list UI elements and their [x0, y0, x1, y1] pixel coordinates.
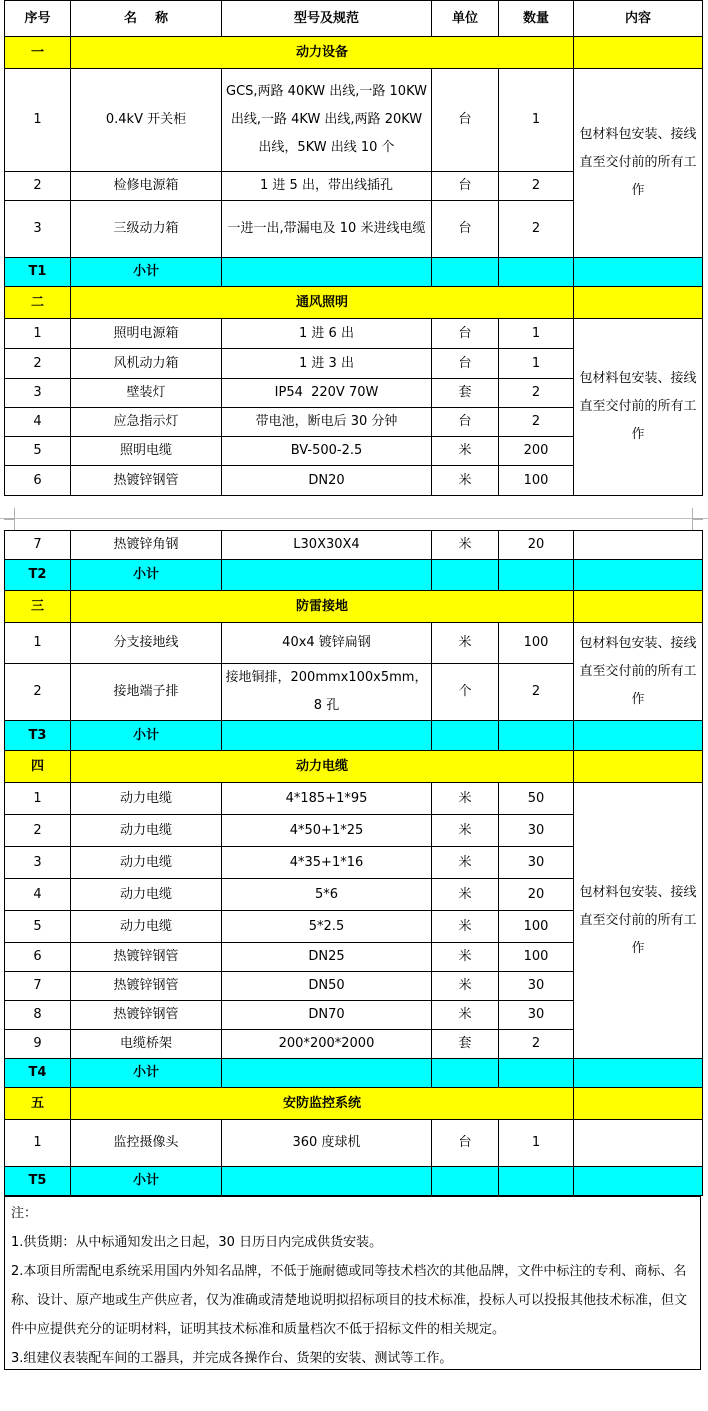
row-qty: 1 [499, 349, 574, 379]
row-spec: 1 进 6 出 [222, 319, 432, 349]
row-name: 应急指示灯 [71, 408, 222, 437]
row-qty: 30 [499, 1001, 574, 1030]
row-content: 包材料包安装、接线直至交付前的所有工作 [574, 623, 703, 721]
row-name: 热镀锌钢管 [71, 943, 222, 972]
row-seq: 1 [5, 623, 71, 664]
row-unit: 米 [432, 847, 499, 879]
section-number: 三 [5, 591, 71, 623]
row-spec: 一进一出,带漏电及 10 米进线电缆 [222, 201, 432, 258]
row-name: 热镀锌钢管 [71, 972, 222, 1001]
row-spec: DN50 [222, 972, 432, 1001]
row-spec: IP54 220V 70W [222, 379, 432, 408]
row-name: 动力电缆 [71, 815, 222, 847]
row-unit: 台 [432, 1120, 499, 1167]
header-content: 内容 [574, 1, 703, 37]
row-seq: 3 [5, 847, 71, 879]
equipment-table-page2 [4, 530, 703, 1196]
row-unit: 米 [432, 466, 499, 496]
row-qty: 2 [499, 1030, 574, 1059]
subtotal-number: T3 [5, 721, 71, 751]
table-row [5, 623, 703, 664]
section-blank [574, 1088, 703, 1120]
subtotal-label: 小计 [71, 1059, 222, 1088]
note-item: 3.组建仪表装配车间的工器具，并完成各操作台、货架的安装、测试等工作。 [11, 1351, 453, 1366]
row-qty: 2 [499, 664, 574, 721]
subtotal-row [5, 1059, 703, 1088]
row-seq: 1 [5, 319, 71, 349]
row-name: 三级动力箱 [71, 201, 222, 258]
row-unit: 台 [432, 319, 499, 349]
row-unit: 个 [432, 664, 499, 721]
row-seq: 5 [5, 911, 71, 943]
table-row [5, 1120, 703, 1167]
row-unit: 米 [432, 815, 499, 847]
row-seq: 3 [5, 379, 71, 408]
section-row [5, 1088, 703, 1120]
row-qty: 30 [499, 847, 574, 879]
row-unit: 米 [432, 531, 499, 560]
row-unit: 台 [432, 349, 499, 379]
row-seq: 6 [5, 466, 71, 496]
section-blank [574, 287, 703, 319]
row-unit: 套 [432, 379, 499, 408]
row-qty: 2 [499, 172, 574, 201]
section-title: 防雷接地 [71, 591, 574, 623]
row-qty: 1 [499, 69, 574, 172]
row-qty: 1 [499, 1120, 574, 1167]
row-name: 动力电缆 [71, 847, 222, 879]
row-name: 动力电缆 [71, 879, 222, 911]
row-unit: 台 [432, 69, 499, 172]
row-seq: 9 [5, 1030, 71, 1059]
row-spec: 4*185+1*95 [222, 783, 432, 815]
section-blank [574, 591, 703, 623]
section-row [5, 287, 703, 319]
row-qty: 30 [499, 972, 574, 1001]
page-corner-mark [4, 519, 15, 530]
row-name: 热镀锌钢管 [71, 466, 222, 496]
subtotal-row [5, 1167, 703, 1196]
row-unit: 套 [432, 1030, 499, 1059]
row-spec: L30X30X4 [222, 531, 432, 560]
row-name: 热镀锌角钢 [71, 531, 222, 560]
row-content: 包材料包安装、接线直至交付前的所有工作 [574, 69, 703, 258]
section-blank [574, 37, 703, 69]
row-seq: 6 [5, 943, 71, 972]
row-spec: DN25 [222, 943, 432, 972]
row-qty: 30 [499, 815, 574, 847]
row-spec: 4*35+1*16 [222, 847, 432, 879]
section-number: 五 [5, 1088, 71, 1120]
row-seq: 7 [5, 972, 71, 1001]
row-spec: 4*50+1*25 [222, 815, 432, 847]
row-name: 风机动力箱 [71, 349, 222, 379]
row-content: 包材料包安装、接线直至交付前的所有工作 [574, 319, 703, 496]
row-qty: 20 [499, 531, 574, 560]
table-row [5, 783, 703, 815]
row-unit: 米 [432, 783, 499, 815]
table-row [5, 319, 703, 349]
row-spec: 5*2.5 [222, 911, 432, 943]
row-name: 监控摄像头 [71, 1120, 222, 1167]
row-seq: 2 [5, 815, 71, 847]
page-corner-mark [692, 519, 703, 530]
row-seq: 1 [5, 1120, 71, 1167]
header-unit: 单位 [432, 1, 499, 37]
section-title: 动力电缆 [71, 751, 574, 783]
subtotal-number: T1 [5, 258, 71, 287]
subtotal-number: T5 [5, 1167, 71, 1196]
row-name: 接地端子排 [71, 664, 222, 721]
row-seq: 1 [5, 783, 71, 815]
subtotal-row [5, 721, 703, 751]
section-blank [574, 751, 703, 783]
section-title: 通风照明 [71, 287, 574, 319]
row-unit: 米 [432, 437, 499, 466]
subtotal-label: 小计 [71, 1167, 222, 1196]
row-spec: 带电池，断电后 30 分钟 [222, 408, 432, 437]
row-unit: 米 [432, 972, 499, 1001]
header-name: 名 称 [71, 1, 222, 37]
row-spec: DN70 [222, 1001, 432, 1030]
row-unit: 台 [432, 201, 499, 258]
row-qty: 2 [499, 201, 574, 258]
row-qty: 50 [499, 783, 574, 815]
page-break-line [0, 518, 708, 519]
row-unit: 米 [432, 879, 499, 911]
row-seq: 5 [5, 437, 71, 466]
subtotal-label: 小计 [71, 560, 222, 591]
note-item: 1.供货期：从中标通知发出之日起，30 日历日内完成供货安装。 [11, 1235, 383, 1250]
row-name: 照明电缆 [71, 437, 222, 466]
row-seq: 3 [5, 201, 71, 258]
row-unit: 米 [432, 911, 499, 943]
section-row [5, 751, 703, 783]
row-seq: 2 [5, 664, 71, 721]
row-content-blank [574, 531, 703, 560]
subtotal-row [5, 258, 703, 287]
table-row [5, 531, 703, 560]
row-seq: 7 [5, 531, 71, 560]
section-title: 动力设备 [71, 37, 574, 69]
row-content: 包材料包安装、接线直至交付前的所有工作 [574, 783, 703, 1059]
row-qty: 2 [499, 379, 574, 408]
row-unit: 米 [432, 1001, 499, 1030]
row-seq: 4 [5, 879, 71, 911]
note-item: 2.本项目所需配电系统采用国内外知名品牌，不低于施耐德或同等技术档次的其他品牌，文件中标注的专利、商标、名称、设计、原产地或生产供应者，仅为准确或清楚地说明拟招标项目的技术标准，投标人可以投报其他技术标准，但文件中应提供充分的证明材料，证明其技术标准和质量档次不低于招标文件的相关规定。 [11, 1264, 688, 1337]
table-row [5, 69, 703, 172]
row-name: 壁装灯 [71, 379, 222, 408]
section-number: 四 [5, 751, 71, 783]
row-unit: 米 [432, 943, 499, 972]
row-unit: 台 [432, 408, 499, 437]
row-name: 动力电缆 [71, 783, 222, 815]
section-title: 安防监控系统 [71, 1088, 574, 1120]
row-qty: 1 [499, 319, 574, 349]
subtotal-label: 小计 [71, 721, 222, 751]
equipment-table-page1 [4, 0, 703, 496]
subtotal-row [5, 560, 703, 591]
row-name: 分支接地线 [71, 623, 222, 664]
row-spec: 360 度球机 [222, 1120, 432, 1167]
row-qty: 100 [499, 943, 574, 972]
row-name: 热镀锌钢管 [71, 1001, 222, 1030]
row-seq: 1 [5, 69, 71, 172]
row-qty: 100 [499, 466, 574, 496]
row-qty: 100 [499, 623, 574, 664]
row-spec: DN20 [222, 466, 432, 496]
row-spec: BV-500-2.5 [222, 437, 432, 466]
section-number: 二 [5, 287, 71, 319]
row-seq: 2 [5, 172, 71, 201]
row-unit: 台 [432, 172, 499, 201]
row-spec: 1 进 5 出，带出线插孔 [222, 172, 432, 201]
notes-title: 注： [11, 1206, 38, 1221]
section-row [5, 591, 703, 623]
row-name: 0.4kV 开关柜 [71, 69, 222, 172]
row-seq: 4 [5, 408, 71, 437]
row-spec: 200*200*2000 [222, 1030, 432, 1059]
row-qty: 200 [499, 437, 574, 466]
row-content-blank [574, 1120, 703, 1167]
row-name: 检修电源箱 [71, 172, 222, 201]
header-spec: 型号及规范 [222, 1, 432, 37]
section-row [5, 37, 703, 69]
row-name: 照明电源箱 [71, 319, 222, 349]
subtotal-number: T2 [5, 560, 71, 591]
row-spec: GCS,两路 40KW 出线,一路 10KW 出线,一路 4KW 出线,两路 20KW 出线，5KW 出线 10 个 [222, 69, 432, 172]
row-name: 动力电缆 [71, 911, 222, 943]
row-spec: 1 进 3 出 [222, 349, 432, 379]
row-qty: 20 [499, 879, 574, 911]
row-name: 电缆桥架 [71, 1030, 222, 1059]
row-seq: 8 [5, 1001, 71, 1030]
row-seq: 2 [5, 349, 71, 379]
page-corner-mark [692, 508, 703, 519]
row-spec: 接地铜排，200mmx100x5mm，8 孔 [222, 664, 432, 721]
row-spec: 40x4 镀锌扁钢 [222, 623, 432, 664]
notes-box [4, 1196, 701, 1370]
row-qty: 2 [499, 408, 574, 437]
page-corner-mark [4, 508, 15, 519]
table-header-row [5, 1, 703, 37]
subtotal-number: T4 [5, 1059, 71, 1088]
row-qty: 100 [499, 911, 574, 943]
row-spec: 5*6 [222, 879, 432, 911]
row-unit: 米 [432, 623, 499, 664]
header-seq: 序号 [5, 1, 71, 37]
section-number: 一 [5, 37, 71, 69]
subtotal-label: 小计 [71, 258, 222, 287]
header-qty: 数量 [499, 1, 574, 37]
